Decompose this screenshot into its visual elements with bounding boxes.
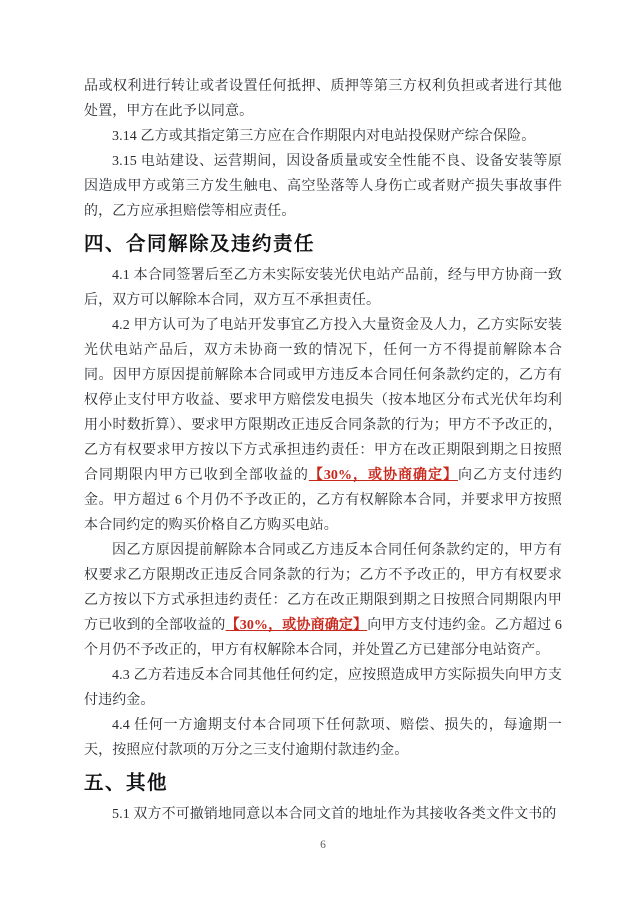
clause-4-2b-text-pre: 因乙方原因提前解除本合同或乙方违反本合同任何条款约定的，甲方有权要求乙方限期改正违反合同条款的行为；乙方不予改正的，甲方有权要求乙方按以下方式承担违约责任：乙方在改正期限到期之日按照合同期限内甲方已收到的全部收益的 <box>84 543 562 633</box>
clause-3-14: 3.14 乙方或其指定第三方应在合作期限内对电站投保财产综合保险。 <box>112 129 536 144</box>
clause-4-2-text-post: 向乙方支付违约金。甲方超过 6 个月仍不予改正的，乙方有权解除本合同，并要求甲方按照本合同约定的购买价格自乙方购买电站。 <box>84 468 562 533</box>
clause-4-2-continued <box>84 538 562 663</box>
clause-3-15: 3.15 电站建设、运营期间，因设备质量或安全性能不良、设备安装等原因造成甲方或第三方发生触电、高空坠落等人身伤亡或者财产损失事故事件的，乙方应承担赔偿等相应责任。 <box>84 154 562 219</box>
clause-carryover: 品或权利进行转让或者设置任何抵押、质押等第三方权利负担或者进行其他处置，甲方在此予以同意。 <box>84 79 562 119</box>
section-5-heading: 五、其他 <box>84 772 169 794</box>
clause-4-2b-text-post: 向甲方支付违约金。乙方超过 6 个月仍不予改正的，甲方有权解除本合同，并处置乙方已建部分电站资产。 <box>84 618 563 658</box>
page-number: 6 <box>320 839 326 851</box>
clause-4-1: 4.1 本合同签署后至乙方未实际安装光伏电站产品前，经与甲方协商一致后，双方可以解除本合同，双方互不承担责任。 <box>84 268 562 308</box>
clause-4-2-text-pre: 4.2 甲方认可为了电站开发事宜乙方投入大量资金及人力，乙方实际安装光伏电站产品后，双方未协商一致的情况下，任何一方不得提前解除本合同。因甲方原因提前解除本合同或甲方违反本合同任何条款约定的，乙方有权停止支付甲方收益、要求甲方赔偿发电损失（按本地区分布式光伏年均利用小时数折算）、要求甲方限期改正违反合同条款的行为；甲方不予改正的，乙方有权要求甲方按以下方式承担违约责任：甲方在改正期限到期之日按照合同期限内甲方已收到全部收益的 <box>84 318 562 483</box>
contract-body <box>84 74 562 853</box>
clause-4-2 <box>84 313 562 538</box>
penalty-rate-highlight-1: 【30%，或协商确定】 <box>308 468 458 483</box>
clause-4-3: 4.3 乙方若违反本合同其他任何约定，应按照造成甲方实际损失向甲方支付违约金。 <box>84 668 562 708</box>
clause-5-1: 5.1 双方不可撤销地同意以本合同文首的地址作为其接收各类文件文书的 <box>112 807 557 822</box>
clause-4-4: 4.4 任何一方逾期支付本合同项下任何款项、赔偿、损失的，每逾期一天，按照应付款项的万分之三支付逾期付款违约金。 <box>84 718 562 758</box>
section-4-heading: 四、合同解除及违约责任 <box>84 233 316 255</box>
penalty-rate-highlight-2: 【30%，或协商确定】 <box>225 618 368 633</box>
